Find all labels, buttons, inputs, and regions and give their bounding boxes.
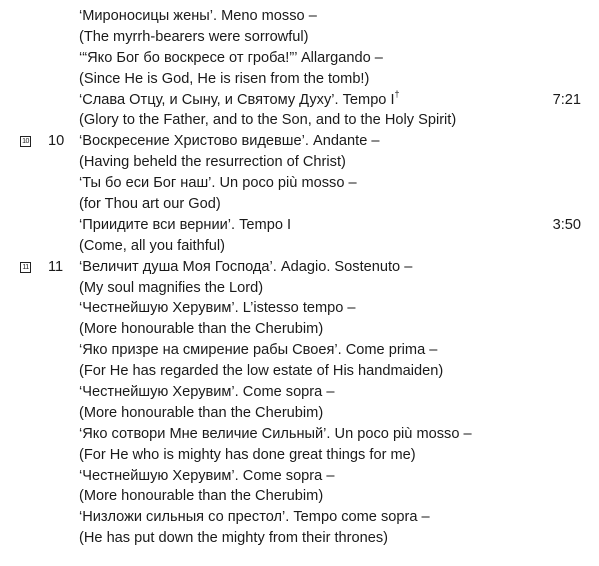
line-text: (For He has regarded the low estate of His handmaiden) [79,363,444,380]
dagger-mark: † [394,88,400,99]
text-line [0,48,599,69]
line-text: (More honourable than the Cherubim) [79,488,324,505]
line-text: ‘Яко призре на смирение рабы Своея’. Come prima – [79,342,438,359]
line-text [79,90,400,111]
text-line [0,298,599,319]
text-line [0,507,599,528]
text-line [0,466,599,487]
line-text: (Glory to the Father, and to the Son, and to the Holy Spirit) [79,112,457,129]
line-text: ‘Честнейшую Херувим’. L’istesso tempo – [79,300,356,317]
text-line [0,528,599,549]
text-line [0,69,599,90]
text-line [0,152,599,173]
line-text: ‘Ты бо еси Бог наш’. Un poco più mosso – [79,175,357,192]
text-line [0,173,599,194]
line-text: (Having beheld the resurrection of Christ) [79,154,346,171]
line-text: ‘Яко сотвори Мне величие Сильный’. Un poco più mosso – [79,425,472,442]
line-text: (Come, all you faithful) [79,237,225,254]
text-line [0,110,599,131]
text-line [0,215,599,236]
text-line [0,194,599,215]
track-duration: 7:21 [552,91,581,108]
line-text: ‘Величит душа Моя Господа’. Adagio. Sostenuto – [79,258,413,275]
text-line [0,445,599,466]
track-index-box: 11 [20,262,31,273]
track-number: 10 [48,133,65,150]
text-line [0,340,599,361]
line-text: (He has put down the mighty from their thrones) [79,530,389,547]
text-line [0,27,599,48]
text-line [0,424,599,445]
line-text: (More honourable than the Cherubim) [79,321,324,338]
text-line [0,382,599,403]
text-line [0,319,599,340]
liner-notes-page [0,6,599,549]
line-text: (The myrrh-bearers were sorrowful) [79,28,309,45]
text-line [0,403,599,424]
line-text: ‘Приидите вси вернии’. Tempo I [79,216,292,233]
text-line [0,6,599,27]
line-text: ‘Честнейшую Херувим’. Come sopra – [79,467,335,484]
track-duration: 3:50 [552,216,581,233]
line-text: ‘Воскресение Христово видевше’. Andante – [79,133,380,150]
text-line [0,236,599,257]
line-text: ‘Низложи сильныя со престол’. Tempo come sopra – [79,509,430,526]
line-text: ‘Честнейшую Херувим’. Come sopra – [79,384,335,401]
line-text-main: ‘Слава Отцу, и Сыну, и Святому Духу’. Tempo I [79,91,395,108]
line-text: (My soul magnifies the Lord) [79,279,264,296]
track-index-box: 10 [20,136,31,147]
line-text: (For He who is mighty has done great things for me) [79,446,416,463]
line-text: (More honourable than the Cherubim) [79,404,324,421]
track-line [0,131,599,152]
track-number: 11 [48,258,64,275]
text-line [0,486,599,507]
text-line [0,278,599,299]
line-text: ‘Мироносицы жены’. Meno mosso – [79,8,317,24]
track-line [0,257,599,278]
line-text: (for Thou art our God) [79,196,221,213]
text-line [0,90,599,111]
line-text: ‘“Яко Бог бо воскресе от гроба!”’ Allargando – [79,49,383,66]
text-line [0,361,599,382]
line-text: (Since He is God, He is risen from the tomb!) [79,70,370,87]
